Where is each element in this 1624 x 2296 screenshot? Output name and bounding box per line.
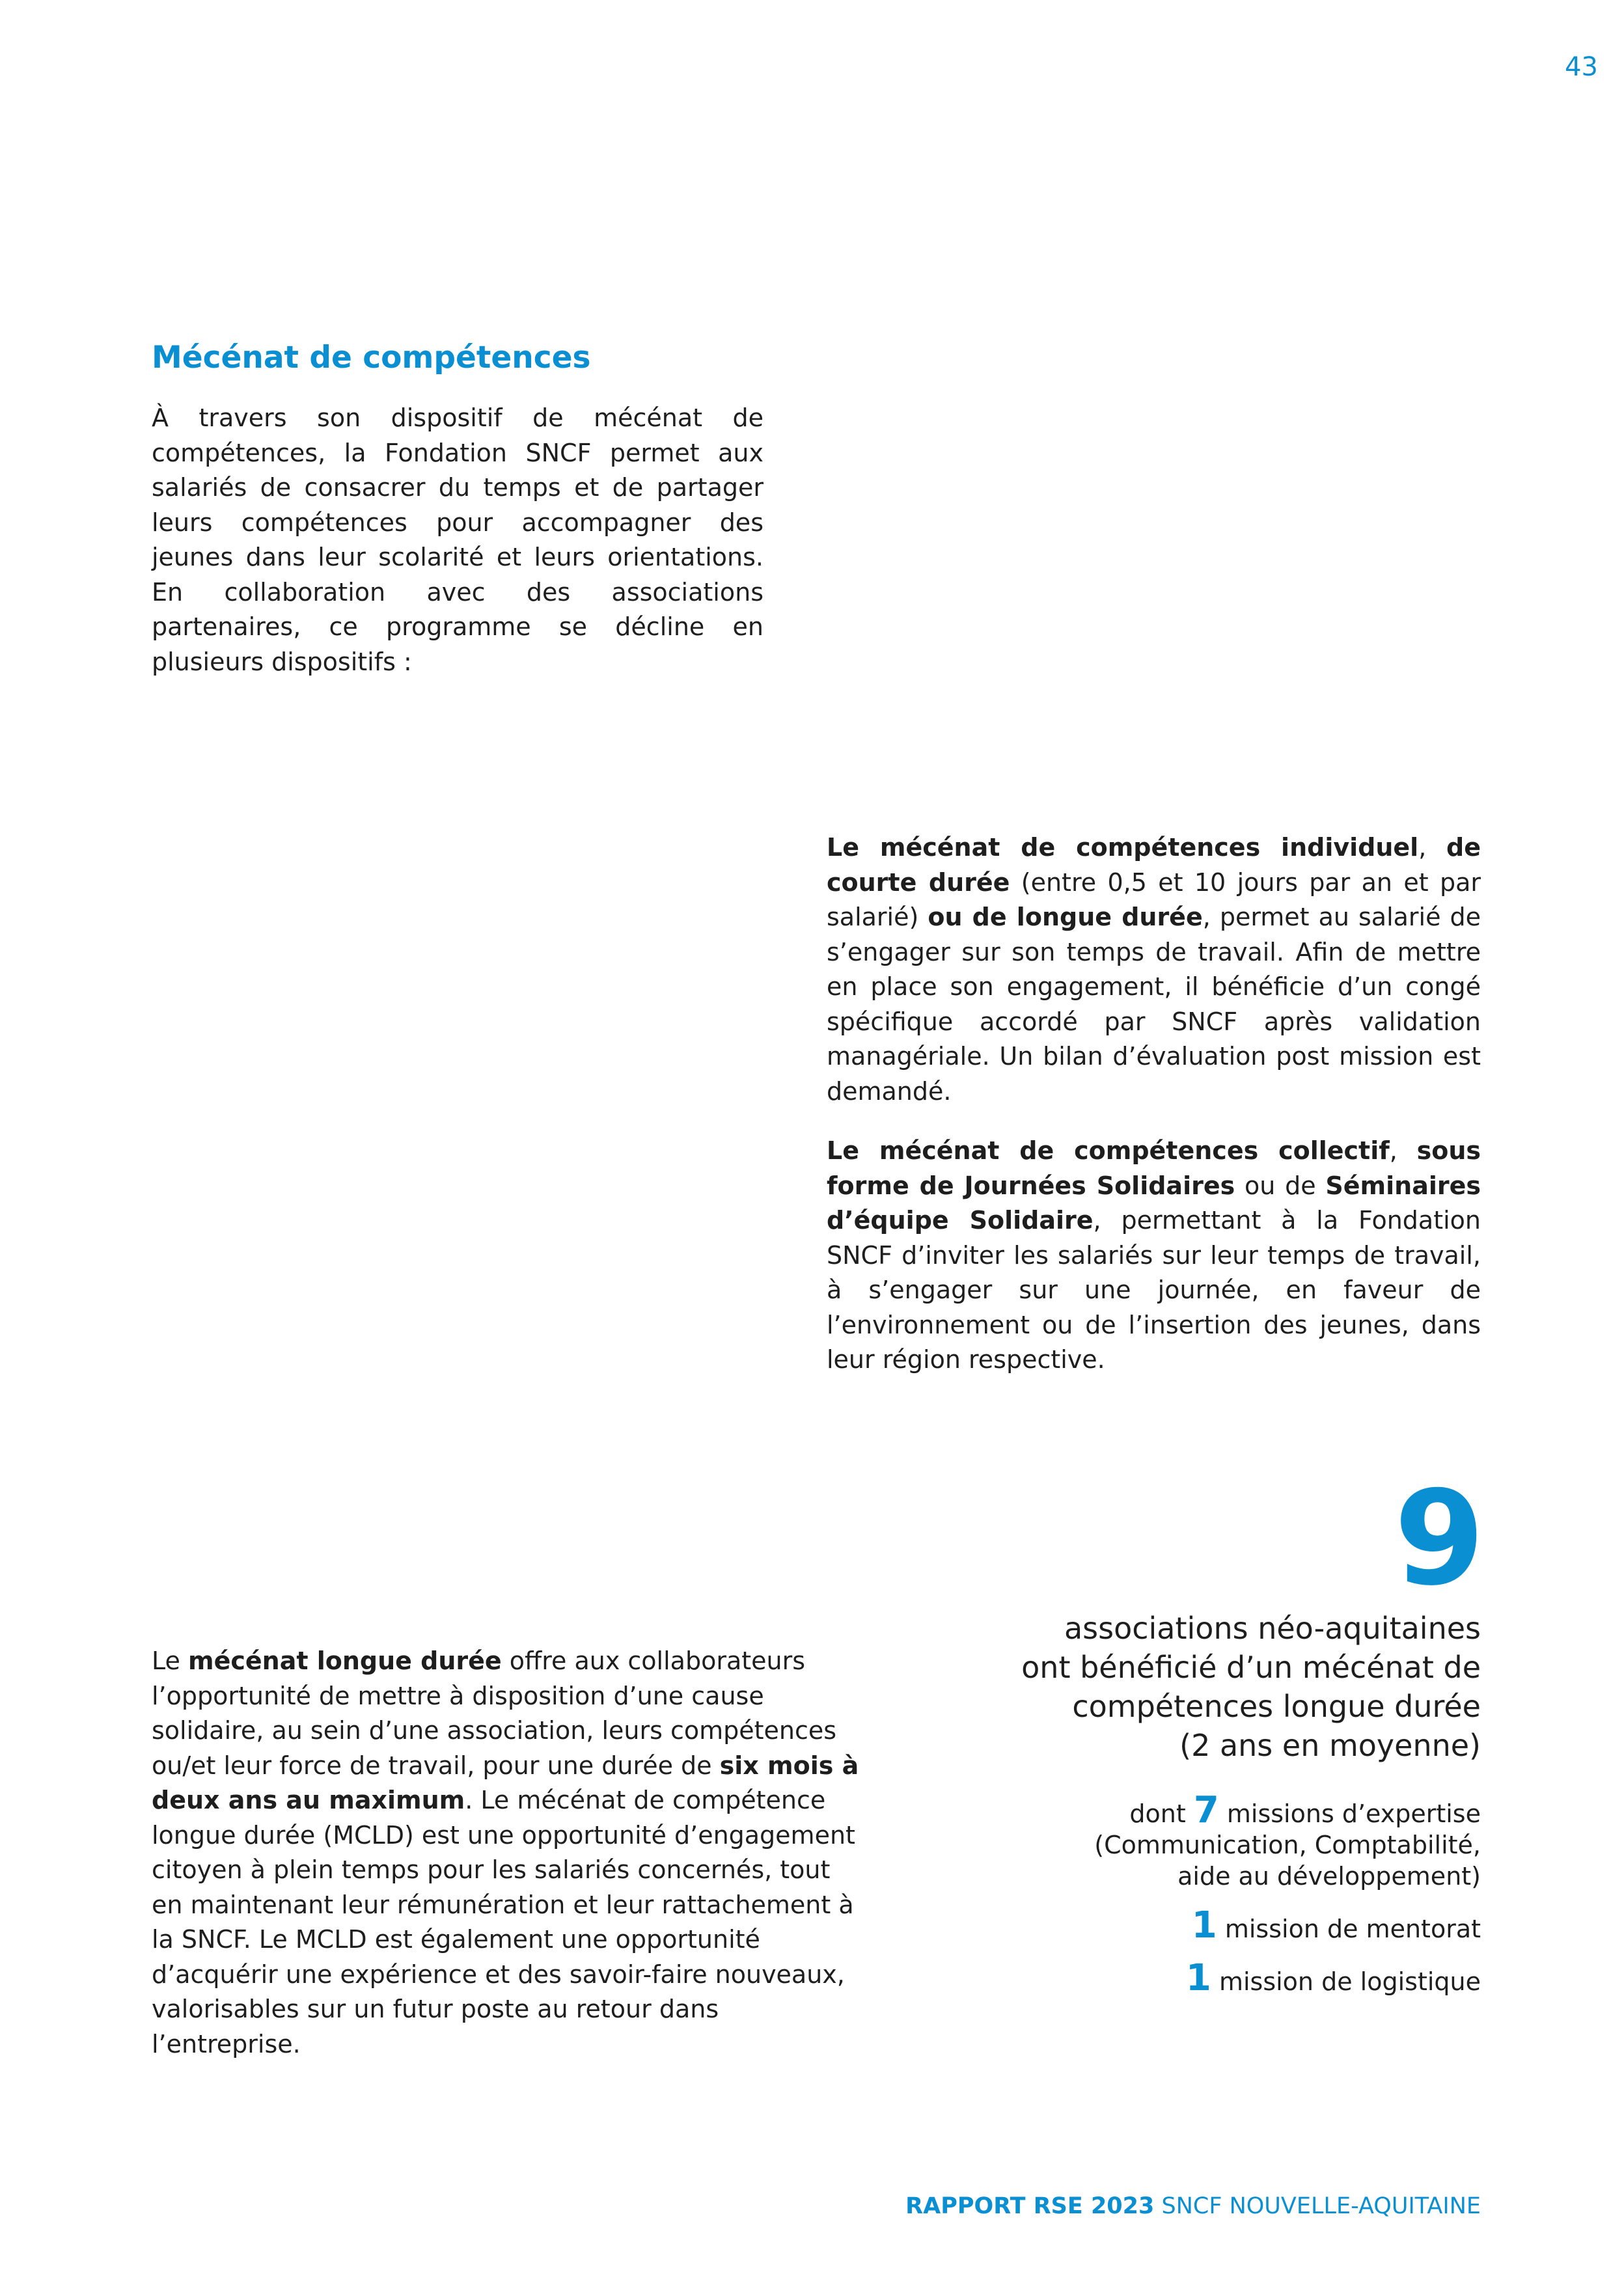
individuel-text-1: (entre 0,5 et 10 jours par an et par salarié) — [827, 868, 1481, 931]
longue-duree-text-3: . Le mécénat de compétence longue durée (MCLD) est une opportunité d’engagement citoyen à plein temps pour les salariés concernés, tout en maintenant leur rémunération et leur rattachement à la SNCF. Le MCLD est également une opportunité d’acquérir une expérience et des savoir-faire nouveaux, valorisables sur un futur poste au retour dans l’entreprise. — [152, 1786, 855, 2058]
individuel-paragraph — [827, 830, 1481, 1109]
collectif-text-1: ou de — [1235, 1171, 1326, 1200]
collectif-paragraph — [827, 1134, 1481, 1378]
logistique-number: 1 — [1185, 1957, 1211, 1999]
stat-callout — [830, 1463, 1485, 1999]
stat-line-2: ont bénéficié d’un mécénat de — [1021, 1650, 1481, 1685]
individuel-bold-2: de courte durée — [827, 833, 1481, 897]
longue-duree-paragraph — [152, 1644, 868, 2062]
individuel-bold-1: Le mécénat de compétences individuel — [827, 833, 1419, 862]
page-number: 43 — [1565, 52, 1598, 82]
expertise-number: 7 — [1193, 1789, 1219, 1831]
logistique-text: mission de logistique — [1211, 1967, 1481, 1996]
collectif-bold-3: Séminaires d’équipe Solidaire — [827, 1171, 1481, 1235]
expertise-prefix: dont — [1129, 1799, 1194, 1828]
stat-breakdown — [830, 1789, 1481, 1999]
stat-line-4: (2 ans en moyenne) — [1179, 1728, 1481, 1763]
footer-org: SNCF NOUVELLE-AQUITAINE — [1154, 2193, 1481, 2219]
collectif-bold-1: Le mécénat de compétences collectif — [827, 1136, 1390, 1165]
stat-big-number: 9 — [1394, 1463, 1485, 1615]
intro-paragraph: À travers son dispositif de mécénat de compétences, la Fondation SNCF permet aux salariés de consacrer du temps et de partager leurs compétences pour accompagner des jeunes dans leur scolarité et leurs orientations. En collaboration avec des associations partenaires, ce programme se décline en plusieurs dispositifs : — [152, 403, 764, 676]
longue-duree-text-2: offre aux collaborateurs l’opportunité de mettre à disposition d’une cause solidaire, au sein d’une association, leurs compétences ou/et leur force de travail, pour une durée de — [152, 1647, 837, 1780]
dispositifs-column — [827, 830, 1481, 1402]
collectif-text-2: , permettant à la Fondation SNCF d’inviter les salariés sur leur temps de travail, à s’engager sur une journée, en faveur de l’environnement ou de l’insertion des jeunes, dans leur région respective. — [827, 1206, 1481, 1374]
expertise-line-2: (Communication, Comptabilité, — [1094, 1831, 1481, 1859]
stat-line-1: associations néo-aquitaines — [1064, 1611, 1481, 1646]
expertise-text: missions d’expertise — [1218, 1799, 1481, 1828]
mentorat-item — [830, 1904, 1481, 1947]
footer — [905, 2193, 1481, 2219]
stat-line-3: compétences longue durée — [1072, 1689, 1481, 1724]
individuel-sep: , — [1418, 833, 1446, 862]
mentorat-text: mission de mentorat — [1217, 1915, 1481, 1943]
individuel-text-2: , permet au salarié de s’engager sur son temps de travail. Afin de mettre en place son engagement, il bénéficie d’un congé spécifique accordé par SNCF après validation managériale. Un bilan d’évaluation post mission est demandé. — [827, 903, 1481, 1106]
logistique-item — [830, 1957, 1481, 1999]
longue-duree-text-1: Le — [152, 1647, 188, 1675]
longue-duree-bold-1: mécénat longue durée — [187, 1647, 502, 1675]
individuel-bold-3: ou de longue durée — [928, 903, 1203, 931]
footer-report-title: RAPPORT RSE 2023 — [905, 2193, 1155, 2219]
expertise-line-1 — [830, 1789, 1481, 1831]
collectif-bold-2: sous forme de Journées Solidaires — [827, 1136, 1481, 1200]
expertise-item — [830, 1789, 1481, 1892]
section-title: Mécénat de compétences — [152, 340, 591, 376]
stat-description — [830, 1609, 1481, 1765]
collectif-sep: , — [1389, 1136, 1417, 1165]
longue-duree-bold-2: six mois à deux ans au maximum — [152, 1751, 859, 1814]
expertise-line-3: aide au développement) — [1177, 1862, 1481, 1891]
mentorat-number: 1 — [1191, 1904, 1217, 1947]
